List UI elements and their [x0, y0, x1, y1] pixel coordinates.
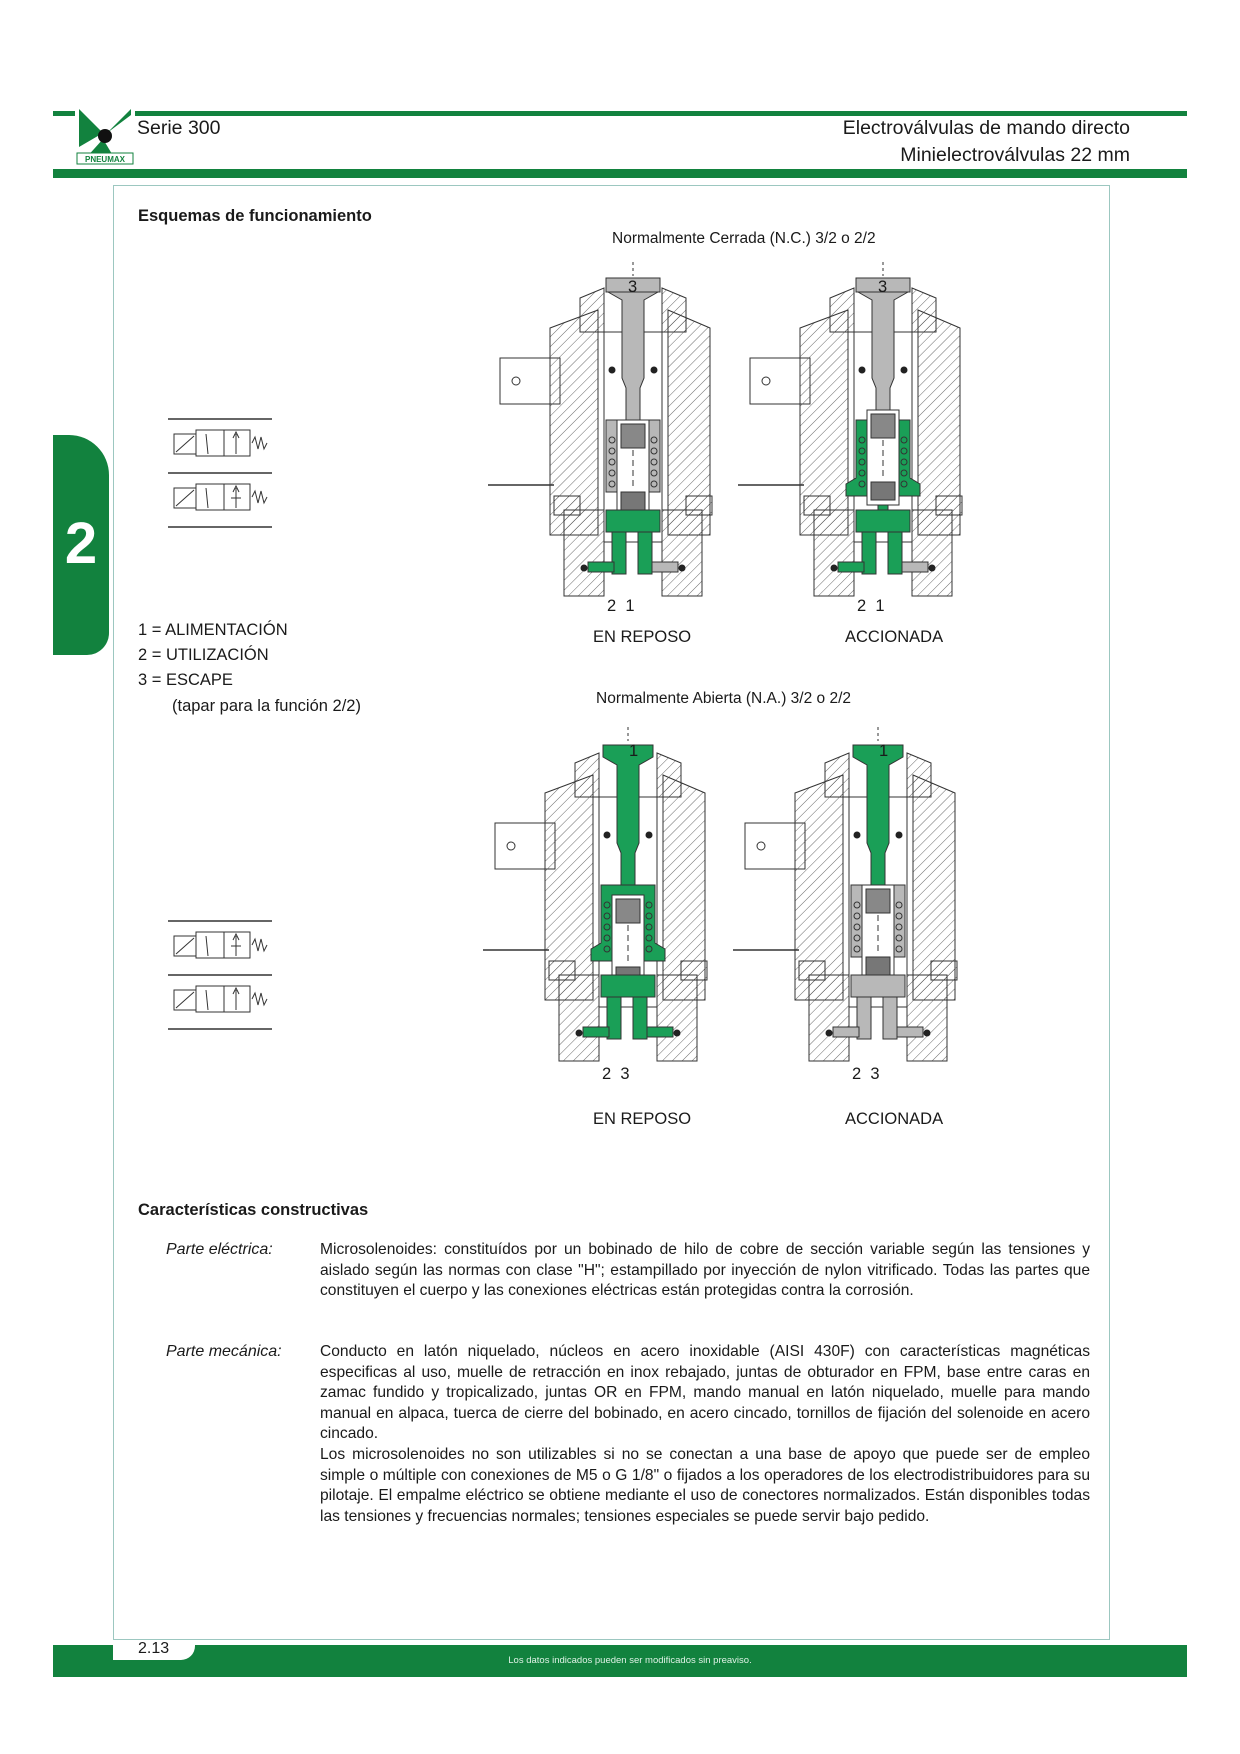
seal-right — [652, 562, 678, 572]
valve-nc-rest-diagram — [488, 270, 718, 610]
seal-right — [897, 1027, 923, 1037]
base-chamber — [606, 510, 660, 532]
plunger-seal-top — [621, 424, 645, 448]
na-act-state: ACCIONADA — [845, 1110, 944, 1128]
flow-line-alt — [206, 936, 208, 956]
base-chamber — [851, 975, 905, 997]
na-caption: Normalmente Abierta (N.A.) 3/2 o 2/2 — [596, 690, 852, 707]
na-act-ports-bottom: 2 3 — [852, 1065, 880, 1083]
base-left — [809, 975, 849, 1061]
clamp-right — [686, 496, 712, 515]
construction-heading: Características constructivas — [138, 1201, 369, 1219]
chapter-tab-number: 2 — [64, 511, 98, 576]
port-1 — [633, 997, 647, 1039]
flow-line-alt — [206, 434, 208, 454]
base-o-ring — [674, 1030, 681, 1037]
o-ring — [609, 367, 616, 374]
valve-nc-actuated-diagram — [738, 270, 968, 610]
nc-act-ports-bottom: 2 1 — [857, 597, 885, 615]
plunger-seal-top — [616, 899, 640, 923]
base-right — [907, 975, 947, 1061]
top-nut-left — [830, 288, 854, 332]
valve-square-1 — [196, 932, 224, 958]
base-left — [559, 975, 599, 1061]
top-nut-left — [575, 753, 599, 797]
legend-item-3: 3 = ESCAPE — [138, 671, 233, 689]
symbol-2-2 — [174, 932, 267, 958]
na-rest-ports-bottom: 2 3 — [602, 1065, 630, 1083]
mechanical-paragraph-1: Conducto en latón niquelado, núcleos en acero inoxidable (AISI 430F) con características magnéticas especificas al uso, muelle de retracción en inox rebajado, juntas de obturador en FPM, base entre caras en zamac fundido y tropicalizado, juntas OR en FPM, mando manual en latón niquelado, muelle para mando manual en alpaca, tuerca de cierre del bobinado, en acero cincado, tornillos de fijación del solenoide en acero cincado. — [320, 1343, 1090, 1443]
plunger-seal-bottom — [871, 482, 895, 500]
flow-line-alt — [206, 488, 208, 508]
o-ring — [604, 832, 611, 839]
solenoid-mark — [176, 938, 194, 954]
clamp-right — [681, 961, 707, 980]
clamp-right — [931, 961, 957, 980]
base-right — [657, 975, 697, 1061]
o-ring — [651, 367, 658, 374]
footer-note: Los datos indicados pueden ser modificados sin preaviso. — [508, 1655, 752, 1666]
clamp-right — [936, 496, 962, 515]
valve-square-1 — [196, 986, 224, 1012]
plunger-seal-top — [866, 889, 890, 913]
base-o-ring — [924, 1030, 931, 1037]
legend-note: (tapar para la función 2/2) — [172, 697, 361, 715]
seal-left — [588, 562, 614, 572]
base-o-ring — [576, 1030, 583, 1037]
valve-na-actuated-diagram — [733, 735, 963, 1075]
nc-act-port-top: 3 — [878, 278, 888, 296]
na-symbols — [168, 920, 272, 1032]
na-act-port-top: 1 — [879, 742, 889, 760]
electrical-paragraph: Microsolenoides: constituídos por un bobinado de hilo de cobre de sección variable según las tensiones y aislado según las normas con clase "H"; estampillado por inyección de nylon vitrificado. Todas las partes que constituyen el cuerpo y las conexiones eléctricas están protegidas contra la corrosión. — [320, 1241, 1090, 1300]
mechanical-text — [320, 1342, 1090, 1527]
clamp-left — [554, 496, 580, 515]
port-1 — [883, 997, 897, 1039]
seal-right — [647, 1027, 673, 1037]
base-chamber — [601, 975, 655, 997]
nc-rest-ports-bottom: 2 1 — [607, 597, 635, 615]
logo-wordmark: PNEUMAX — [84, 155, 126, 164]
solenoid-mark — [176, 490, 194, 506]
spring — [252, 437, 267, 449]
port-1 — [638, 532, 652, 574]
schemes-heading: Esquemas de funcionamiento — [138, 207, 372, 225]
clamp-left — [804, 496, 830, 515]
header-rule-bottom — [53, 169, 1187, 178]
clamp-left — [799, 961, 825, 980]
symbol-2-2 — [174, 430, 267, 456]
flow-line-alt — [206, 990, 208, 1010]
valve-square-1 — [196, 430, 224, 456]
mechanical-label: Parte mecánica: — [166, 1343, 282, 1360]
page-number: 2.13 — [138, 1640, 170, 1657]
top-nut-left — [580, 288, 604, 332]
spring — [252, 993, 267, 1005]
o-ring — [859, 367, 866, 374]
base-o-ring — [581, 565, 588, 572]
o-ring — [646, 832, 653, 839]
top-nut-left — [825, 753, 849, 797]
solenoid-mark — [176, 992, 194, 1008]
seal-left — [833, 1027, 859, 1037]
base-o-ring — [831, 565, 838, 572]
nc-rest-state: EN REPOSO — [593, 628, 692, 646]
port-1 — [888, 532, 902, 574]
base-chamber — [856, 510, 910, 532]
spring — [252, 491, 267, 503]
top-nut-right — [907, 753, 931, 797]
mechanical-paragraph-2: Los microsolenoides no son utilizables si no se conectan a una base de apoyo que puede ser de empleo simple o múltiple con conexiones de M5 o G 1/8" o fijados a los operadores de los electrodistribuidores para su pilotaje. El empalme eléctrico se obtiene mediante el uso de conectores normalizados. Están disponibles todas las tensiones y frecuencias normales; tensiones especiales se puede servir bajo pedido. — [320, 1445, 1090, 1525]
nc-symbols — [168, 418, 272, 530]
top-nut-right — [657, 753, 681, 797]
top-nut-right — [912, 288, 936, 332]
nc-caption: Normalmente Cerrada (N.C.) 3/2 o 2/2 — [612, 230, 876, 247]
base-right — [662, 510, 702, 596]
plunger-seal-bottom — [866, 957, 890, 975]
valve-na-rest-diagram — [483, 735, 713, 1075]
base-o-ring — [826, 1030, 833, 1037]
page-title: Electroválvulas de mando directo — [842, 117, 1130, 139]
base-left — [814, 510, 854, 596]
symbol-3-2 — [174, 986, 267, 1012]
seal-right — [902, 562, 928, 572]
na-rest-port-top: 1 — [629, 742, 639, 760]
base-right — [912, 510, 952, 596]
series-label: Serie 300 — [137, 117, 221, 139]
clamp-left — [549, 961, 575, 980]
seal-left — [583, 1027, 609, 1037]
na-rest-state: EN REPOSO — [593, 1110, 692, 1128]
seal-left — [838, 562, 864, 572]
o-ring — [896, 832, 903, 839]
pneumax-logo — [75, 107, 135, 167]
legend-item-2: 2 = UTILIZACIÓN — [138, 646, 269, 664]
base-o-ring — [929, 565, 936, 572]
spring — [252, 939, 267, 951]
plunger-seal-bottom — [621, 492, 645, 510]
o-ring — [854, 832, 861, 839]
nc-rest-port-top: 3 — [628, 278, 638, 296]
electrical-text — [320, 1240, 1090, 1302]
base-o-ring — [679, 565, 686, 572]
valve-square-1 — [196, 484, 224, 510]
legend-item-1: 1 = ALIMENTACIÓN — [138, 621, 288, 639]
page-subtitle: Minielectroválvulas 22 mm — [900, 144, 1130, 166]
header-rule-top — [53, 111, 1187, 116]
o-ring — [901, 367, 908, 374]
electrical-label: Parte eléctrica: — [166, 1241, 273, 1258]
plunger-seal-top — [871, 414, 895, 438]
nc-act-state: ACCIONADA — [845, 628, 944, 646]
top-nut-right — [662, 288, 686, 332]
base-left — [564, 510, 604, 596]
solenoid-mark — [176, 436, 194, 452]
symbol-3-2 — [174, 484, 267, 510]
